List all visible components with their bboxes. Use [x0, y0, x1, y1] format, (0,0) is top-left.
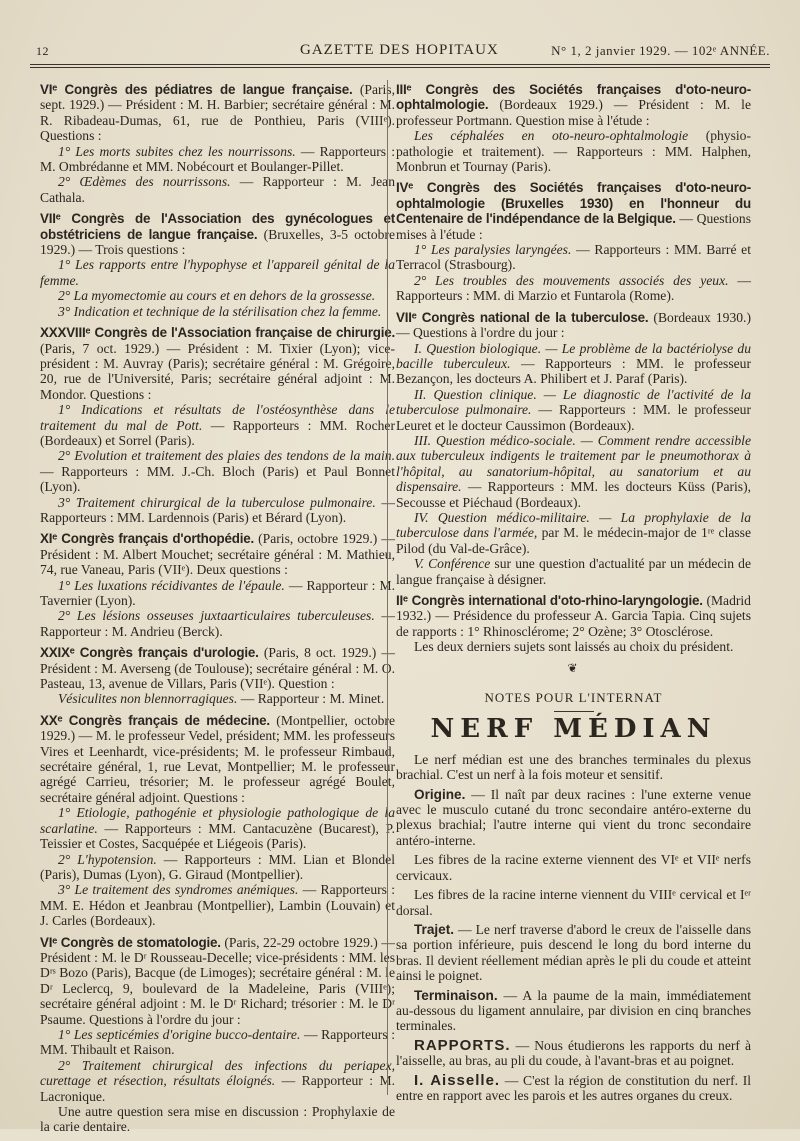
congress-heading: XXXVIIIᵉ Congrès de l'Association française de chirurgie.: [40, 325, 395, 341]
congress-heading: IVᵉ Congrès des Sociétés françaises d'oto-neuro-ophtalmologie (Bruxelles 1930) en l'honneur du Centenaire de l'indépendance de la Belgique.: [396, 180, 751, 227]
congress-intro: [40, 82, 395, 144]
congress-question: [40, 691, 395, 706]
congress-intro: [40, 531, 395, 577]
question-rapporteurs: — Rapporteur : M. Minet.: [237, 691, 385, 707]
congress-question: [40, 174, 395, 205]
question-title: II. Question clinique. — Le diagnostic de l'activité de la tuberculose pulmonaire.: [396, 386, 751, 418]
question-title: 2° La myomectomie au cours et en dehors de la grossesse.: [58, 288, 376, 304]
congress-question: [40, 1058, 395, 1104]
congress-details: (Montpellier, octobre 1929.) — M. le professeur Vedel, président; MM. les professeurs Vires et Leenhardt, vice-présidents; M. le professeur Rimbaud, secrétaire général, 1, rue Levat, Montpellier; M. le professeur agrégé Carrieu, trésorier; M. le professeur agrégé Boulet, secrétaire général adjoint. Questions :: [40, 712, 395, 805]
left-congress-entry: [40, 531, 395, 639]
article-title: NERF MÉDIAN: [430, 714, 717, 745]
congress-intro: [40, 713, 395, 805]
congress-question: [396, 273, 751, 304]
question-rapporteurs: — Rapporteurs : MM. les docteurs Küss (Paris), Secousse et Piéchaud (Bordeaux).: [396, 479, 751, 510]
page-number: 12: [36, 44, 49, 58]
aisselle-keyword: I. Aisselle.: [414, 1071, 501, 1089]
congress-heading: XXᵉ Congrès français de médecine.: [40, 712, 270, 728]
congress-note: Les deux derniers sujets sont laissés au choix du président.: [414, 639, 734, 655]
question-rapporteurs: — Rapporteur : M. Lacronique.: [40, 1073, 395, 1104]
section-ornament: ❦: [567, 660, 580, 675]
trajet-paragraph: [396, 922, 751, 984]
congress-heading: VIIᵉ Congrès de l'Association des gynécologues et obstétriciens de langue française.: [40, 211, 395, 242]
congress-heading: VIᵉ Congrès des pédiatres de langue française.: [40, 82, 353, 97]
congress-question: [40, 805, 395, 851]
congress-question: [40, 578, 395, 609]
question-rapporteurs: — Rapporteurs : MM. Barré et Terracol (Strasbourg).: [396, 242, 751, 273]
header-rule-top: [30, 64, 770, 65]
question-rapporteurs: — Rapporteurs : MM. E. Hédon et Jeanbrau (Montpellier), Lambin (Louvain) et J. Carles (Bordeaux).: [40, 882, 395, 929]
congress-details: (Paris, octobre 1929.) — Président : M. Albert Mouchet; secrétaire général : M. Mathieu, 74, rue Vaneau, Paris (VIIᵉ). Deux questions :: [40, 531, 395, 578]
congress-question: [40, 1027, 395, 1058]
aisselle-paragraph: [396, 1073, 751, 1104]
right-column: [396, 82, 751, 1107]
question-title: 1° Les luxations récidivantes de l'épaule.: [58, 577, 285, 593]
issue-info: N° 1, 2 janvier 1929. — 102ᵉ ANNÉE.: [551, 43, 770, 58]
question-title: 2° Les lésions osseuses juxtaarticulaires tuberculeuses.: [58, 608, 375, 624]
origine-paragraph: [396, 787, 751, 849]
right-congress-entry: [396, 82, 751, 174]
congress-details: (Paris, 8 oct. 1929.) — Président : M. Averseng (de Toulouse); secrétaire général : M. O. Pasteau, 13, avenue de Villars, Paris (VIIᵉ). Question :: [40, 645, 395, 692]
question-rapporteurs: — Rapporteurs : MM. Cantacuzène (Bucarest), P. Teissier et Costes, Sacquépée et Liégeois (Paris).: [40, 820, 395, 852]
question-rapporteurs: — Rapporteurs : MM. le professeur Bezançon, les docteurs A. Philibert et J. Paraf (Paris).: [396, 355, 751, 387]
question-title: 2° Traitement chirurgical des infections du periapex, curettage et résection, résultats éloignés.: [40, 1057, 395, 1089]
terminaison-paragraph: [396, 988, 751, 1034]
fibres-paragraph-1: Les fibres de la racine externe viennent des VIᵉ et VIIᵉ nerfs cervicaux.: [396, 852, 751, 883]
question-rapporteurs: — Rapporteurs : MM. J.-Ch. Bloch (Paris) et Paul Bonnet (Lyon).: [40, 463, 395, 495]
congress-intro: [396, 82, 751, 128]
congress-question: [40, 852, 395, 883]
question-title: I. Question biologique. — Le problème de la bactériolyse du bacille tuberculeux.: [396, 340, 751, 371]
question-title: 2° Evolution et traitement des plaies des tendons de la main.: [58, 448, 395, 464]
question-rapporteurs: — Rapporteurs : MM. Lardennois (Paris) et Bérard (Lyon).: [40, 494, 395, 525]
rapports-paragraph: [396, 1038, 751, 1069]
aisselle-text: — C'est la région de constitution du nerf. Il entre en rapport avec les parois et les autres organes du creux.: [396, 1072, 751, 1103]
rapports-text: — Nous étudierons les rapports du nerf à l'aisselle, au bras, au pli du coude, à l'avant-bras et au poignet.: [396, 1037, 751, 1069]
question-rapporteurs: — Rapporteurs : MM. Thibault et Raison.: [40, 1026, 395, 1058]
right-congress-entry: [396, 593, 751, 655]
question-rapporteurs: — Rapporteur : M. Tavernier (Lyon).: [40, 577, 395, 608]
question-title: III. Question médico-sociale. — Comment rendre accessible aux tuberculeux indigents le traitement par le pneumothorax à l'hôpital, au sanatorium-hôpital, au sanatorium et au dispensaire.: [396, 432, 751, 495]
left-congress-entry: [40, 935, 395, 1135]
congress-list-right: [396, 82, 751, 655]
congress-intro: [40, 211, 395, 257]
terminaison-text: — A la paume de la main, immédiatement au-dessous du ligament annulaire, par division en cinq branches terminales.: [396, 987, 751, 1034]
congress-details: (Madrid 1932.) — Présidence du professeur A. Garcia Tapia. Cinq sujets de rapports : 1° Rhinosclérome; 2° Ozène; 3° Otosclérose.: [396, 593, 751, 639]
question-title: 2° Œdèmes des nourrissons.: [58, 174, 231, 190]
intro-paragraph: Le nerf médian est une des branches terminales du plexus brachial. C'est un nerf à la fois moteur et sensitif.: [396, 751, 751, 783]
congress-question: [40, 495, 395, 526]
congress-question: [40, 608, 395, 639]
congress-details: (Bordeaux 1929.) — Président : M. le professeur Portmann. Question mise à l'étude :: [396, 97, 751, 128]
origine-keyword: Origine.: [414, 786, 466, 802]
notes-rule: [554, 711, 594, 712]
question-rapporteurs: par M. le médecin-major de 1ʳᵉ classe Pilod (du Val-de-Grâce).: [396, 525, 751, 556]
congress-intro: [40, 935, 395, 1027]
left-congress-entry: [40, 211, 395, 319]
question-title: 1° Les paralysies laryngées.: [414, 242, 572, 258]
congress-heading: XIᵉ Congrès français d'orthopédie.: [40, 531, 255, 547]
congress-note: Une autre question sera mise en discussion : Prophylaxie de la carie dentaire.: [40, 1104, 395, 1135]
congress-intro: [40, 325, 395, 402]
congress-details: (Paris, 22-29 octobre 1929.) — Président : M. le Dʳ Rousseau-Decelle; vice-présidents : MM. les Dʳˢ Bozo (Paris), Bacque (de Limoges); secrétaire général : M. le Dʳ Leclercq, 9, boulevard de la Madeleine, Paris (VIIIᵉ); secrétaire général adjoint : M. le Dʳ Richard; trésorier : M. le Dʳ Psaume. Questions à l'ordre du jour :: [40, 934, 395, 1027]
congress-heading: VIᵉ Congrès de stomatologie.: [40, 934, 221, 950]
congress-intro: [396, 593, 751, 639]
question-rapporteurs: — Rapporteur : M. Jean Cathala.: [40, 174, 395, 205]
congress-details: (Bruxelles, 3-5 octobre 1929.) — Trois questions :: [40, 226, 395, 258]
congress-heading: VIIᵉ Congrès national de la tuberculose.: [396, 309, 649, 325]
question-rapporteurs: sur une question d'actualité par un médecin de langue française à désigner.: [396, 556, 751, 587]
congress-details: (Paris, sept. 1929.) — Président : M. H. Barbier; secrétaire général : M. R. Ribadeau-Dumas, 61, rue de Ponthieu, Paris (VIIIᵉ). Questions :: [40, 82, 395, 144]
question-title: 3° Traitement chirurgical de la tuberculose pulmonaire.: [58, 494, 376, 510]
trajet-keyword: Trajet.: [414, 921, 455, 937]
congress-question: [40, 304, 395, 319]
question-title: 2° L'hypotension.: [58, 851, 157, 867]
question-rapporteurs: — Rapporteurs : M. Ombrédanne et MM. Nobécourt et Boulanger-Pillet.: [40, 143, 396, 175]
congress-question: [396, 341, 751, 387]
page-header: [30, 40, 770, 62]
right-congress-entry: [396, 310, 751, 587]
question-rapporteurs: — Rapporteurs : MM. di Marzio et Funtarola (Rome).: [396, 272, 751, 304]
congress-question: [396, 510, 751, 556]
question-title: 1° Indications et résultats de l'ostéosynthèse dans le traitement du mal de Pott.: [40, 402, 395, 433]
congress-intro: [396, 180, 751, 242]
congress-question: [40, 144, 395, 175]
congress-question: [396, 433, 751, 510]
question-title: IV. Question médico-militaire. — La prophylaxie de la tuberculose dans l'armée,: [396, 509, 751, 541]
congress-details: (Bordeaux 1930.) — Questions à l'ordre du jour :: [396, 309, 751, 341]
congress-question: [40, 882, 395, 928]
left-congress-entry: [40, 325, 395, 525]
question-title: 2° Les troubles des mouvements associés des yeux.: [414, 272, 729, 288]
congress-question: [396, 387, 751, 433]
question-title: 1° Les rapports entre l'hypophyse et l'appareil génital de la femme.: [40, 257, 395, 288]
question-rapporteurs: — Rapporteur : M. Andrieu (Berck).: [40, 608, 395, 639]
question-title: 3° Indication et technique de la stérilisation chez la femme.: [58, 303, 382, 319]
column-divider: [387, 80, 388, 1095]
question-title: 1° Les morts subites chez les nourrissons.: [58, 143, 296, 159]
rapports-keyword: RAPPORTS.: [414, 1036, 511, 1054]
question-title: Vésiculites non blennorragiques.: [58, 691, 238, 707]
congress-question: [396, 128, 751, 174]
header-rule-bottom: [30, 67, 770, 68]
congress-details: (Paris, 7 oct. 1929.) — Président : M. Tixier (Lyon); vice-président : M. Auvray (Paris); secrétaire général : M. Grégoire, 20, rue de l'Université, Paris; secrétaire général adjoint : M. Mondor. Questions :: [40, 340, 395, 402]
trajet-text: — Le nerf traverse d'abord le creux de l'aisselle dans sa portion inférieure, puis descend le long du bord interne du bras. Il devient réellement médian après le pli du coude et atteint ainsi le poignet.: [396, 921, 751, 984]
congress-intro: [40, 645, 395, 691]
terminaison-keyword: Terminaison.: [414, 987, 498, 1003]
right-congress-entry: [396, 180, 751, 303]
question-title: 1° Les septicémies d'origine bucco-dentaire.: [58, 1026, 301, 1042]
congress-heading: IIᵉ Congrès international d'oto-rhino-laryngologie.: [396, 593, 703, 608]
fibres-paragraph-2: Les fibres de la racine interne viennent du VIIIᵉ cervical et Iᵉʳ dorsal.: [396, 887, 751, 918]
left-congress-entry: [40, 713, 395, 929]
congress-question: [40, 257, 395, 288]
left-congress-entry: [40, 82, 395, 205]
question-title: Les céphalées en oto-neuro-ophtalmologie: [414, 128, 689, 144]
congress-heading: XXIXᵉ Congrès français d'urologie.: [40, 645, 259, 661]
question-rapporteurs: — Rapporteurs : MM. Rocher (Bordeaux) et Sorrel (Paris).: [40, 417, 395, 448]
congress-question: [40, 402, 395, 448]
origine-text: — Il naît par deux racines : l'une externe venue avec le musculo cutané du tronc secondaire antéro-externe du plexus brachial; l'autre interne qui vient du tronc secondaire antéro-interne.: [396, 786, 751, 848]
congress-question: [396, 556, 751, 587]
left-congress-entry: [40, 645, 395, 707]
congress-question: [40, 288, 395, 303]
question-rapporteurs: — Rapporteurs : MM. Lian et Blondel (Paris), Dumas (Lyon), G. Giraud (Montpellier).: [40, 851, 395, 882]
question-rapporteurs: — Rapporteurs : MM. le professeur Leuret et le docteur Caussimon (Bordeaux).: [396, 402, 751, 433]
congress-heading: IIIᵉ Congrès des Sociétés françaises d'oto-neuro-ophtalmologie.: [396, 82, 751, 113]
congress-intro: [396, 310, 751, 341]
congress-question: [396, 242, 751, 273]
congress-question: [40, 448, 395, 494]
left-column: [40, 82, 395, 1141]
notes-section-title: NOTES POUR L'INTERNAT: [484, 690, 663, 706]
question-title: 1° Etiologie, pathogénie et physiologie pathologique de la scarlatine.: [40, 805, 395, 836]
journal-title: GAZETTE DES HOPITAUX: [300, 42, 499, 58]
question-title: V. Conférence: [414, 556, 491, 572]
question-title: 3° Le traitement des syndromes anémiques.: [58, 882, 299, 898]
congress-details: — Questions mises à l'étude :: [396, 211, 752, 242]
question-rapporteurs: (physio-pathologie et traitement). — Rapporteurs : MM. Halphen, Monbrun et Tournay (Paris).: [396, 128, 751, 175]
